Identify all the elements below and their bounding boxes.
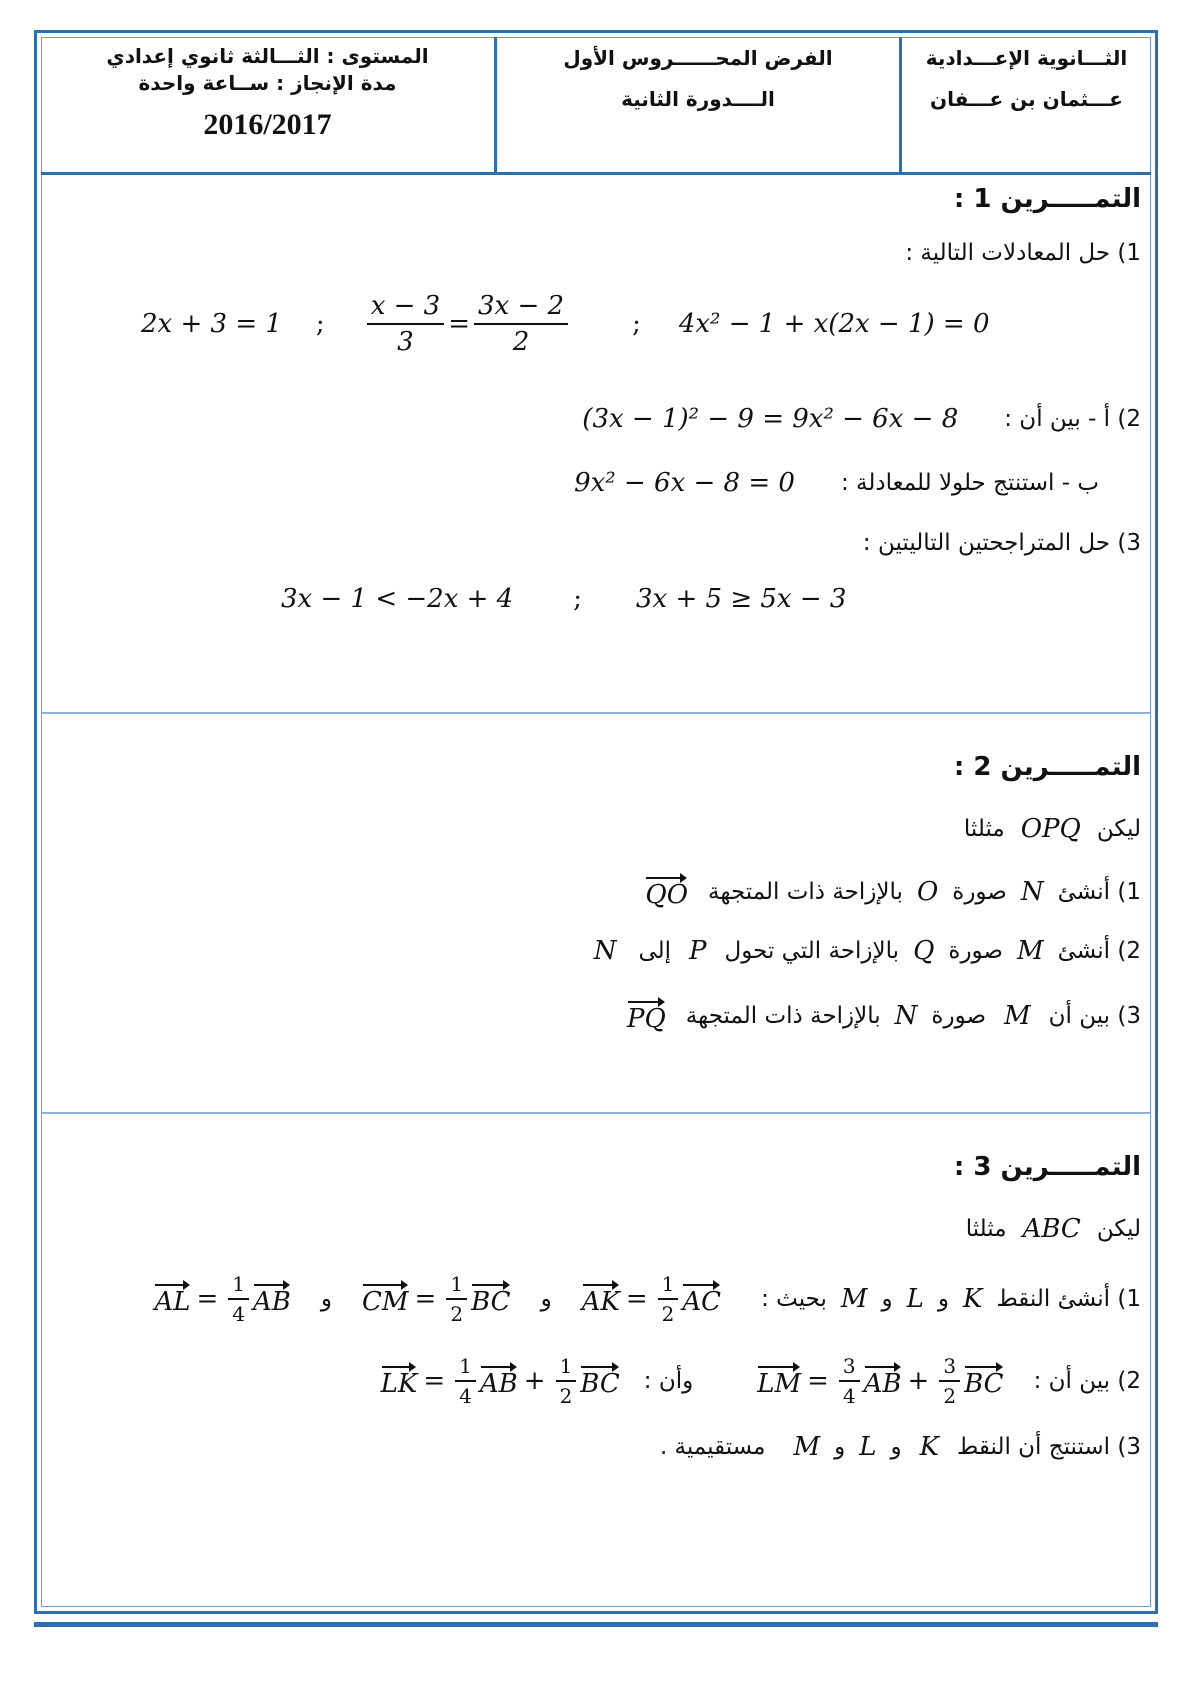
q3-verb: 3) استنتج أن النقط: [957, 1434, 1141, 1460]
point-n: N: [1020, 877, 1044, 907]
ex1-q3: 3) حل المتراجحتين التاليتين :: [862, 530, 1141, 556]
three-halves-den: 2: [943, 1384, 957, 1408]
relation-ak: [582, 1272, 721, 1326]
point-q: Q: [913, 936, 935, 966]
ex3-q2: [381, 1354, 1141, 1408]
and-word: و: [540, 1286, 552, 1312]
separator: ;: [632, 309, 641, 339]
equals: =: [414, 1284, 437, 1314]
half-den: 2: [661, 1302, 675, 1326]
level-cell: [41, 37, 494, 172]
vector-pq: PQ: [627, 998, 666, 1034]
ex1-q2b: [574, 468, 1099, 498]
eq-b-denominator-1: 3: [397, 327, 414, 357]
vector-ak: AK: [582, 1281, 620, 1317]
q2-verb: 2) بين أن :: [1033, 1368, 1141, 1394]
vector-ab: AB: [253, 1281, 291, 1317]
half-num: 1: [556, 1354, 577, 1382]
vector-bc: BC: [580, 1363, 619, 1399]
vector-bc: BC: [964, 1363, 1003, 1399]
separator: ;: [573, 584, 582, 614]
school-type: الثـــانوية الإعـــدادية: [925, 46, 1128, 70]
q2-image: صورة: [948, 938, 1003, 964]
separator: ;: [315, 309, 325, 339]
ex2-q2: [594, 936, 1141, 966]
q3-verb: 3) بين أن: [1048, 1003, 1141, 1029]
equation-a: 2x + 3 = 1: [141, 309, 282, 339]
school-name: عـــثمان بن عـــفان: [930, 87, 1123, 111]
vector-ac: AC: [682, 1281, 721, 1317]
ex1-inequalities: [281, 584, 846, 614]
exercise-2: [41, 712, 1151, 1112]
eq-b-numerator-1: x − 3: [367, 291, 445, 325]
inequality-b: 3x + 5 ≥ 5x − 3: [636, 584, 847, 614]
point-m: M: [1004, 1001, 1031, 1031]
vector-bc: BC: [471, 1281, 510, 1317]
q1-such-that: بحيث :: [761, 1286, 827, 1312]
vector-ab: AB: [480, 1363, 518, 1399]
plus: +: [523, 1366, 546, 1396]
page-frame: [34, 30, 1158, 1614]
half-num: 1: [446, 1272, 467, 1300]
vector-cm: CM: [362, 1281, 409, 1317]
q2-verb: 2) أنشئ: [1057, 938, 1141, 964]
q1-verb: 1) أنشئ: [1057, 879, 1141, 905]
inequality-a: 3x − 1 < −2x + 4: [281, 584, 514, 614]
q3-collinear: مستقيمية .: [659, 1434, 766, 1460]
vector-lm: LM: [757, 1363, 801, 1399]
equals: =: [423, 1366, 446, 1396]
intro-end: مثلثا: [963, 816, 1005, 842]
eq-b-denominator-2: 2: [512, 327, 530, 357]
bottom-rule: [34, 1622, 1158, 1627]
three-halves-num: 3: [939, 1354, 960, 1382]
point-n: N: [593, 936, 617, 966]
equals: =: [625, 1284, 648, 1314]
q2a-label: 2) أ - بين أن :: [1004, 406, 1141, 432]
exam-header: [41, 37, 1151, 175]
q2b-equation: 9x² − 6x − 8 = 0: [574, 468, 795, 498]
point-l: L: [859, 1432, 877, 1462]
ex2-intro: [964, 814, 1141, 844]
ex1-equations: [141, 284, 1101, 364]
exercise-3-title: التمـــــرين 3 :: [953, 1152, 1141, 1182]
and-word: و: [890, 1434, 902, 1460]
intro-word: ليكن: [1096, 1216, 1141, 1242]
ex2-q3: [627, 998, 1141, 1034]
triangle-opq: OPQ: [1020, 814, 1081, 844]
three-quarters-den: 4: [842, 1384, 856, 1408]
ex3-q1: [154, 1272, 1141, 1326]
ex3-q3: [660, 1432, 1141, 1462]
and-word: و: [881, 1286, 893, 1312]
vector-al: AL: [154, 1281, 190, 1317]
half-den: 2: [450, 1302, 464, 1326]
point-m: M: [793, 1432, 821, 1462]
relation-lk: [381, 1354, 620, 1408]
q1-image: صورة: [952, 879, 1007, 905]
q1-verb: 1) أنشئ النقط: [996, 1286, 1141, 1312]
and-word: و: [834, 1434, 846, 1460]
point-l: L: [906, 1284, 924, 1314]
ex1-q1: 1) حل المعادلات التالية :: [905, 240, 1141, 266]
equation-c: 4x² − 1 + x(2x − 1) = 0: [678, 309, 990, 339]
plus: +: [907, 1366, 930, 1396]
duration: مدة الإنجاز : ســاعة واحدة: [138, 71, 397, 95]
equals: =: [196, 1284, 219, 1314]
quarter-den: 4: [232, 1302, 246, 1326]
three-quarters-num: 3: [839, 1354, 860, 1382]
vector-lk: LK: [381, 1363, 418, 1399]
q2-translation: بالإزاحة التي تحول: [724, 938, 900, 964]
half-den: 2: [559, 1384, 573, 1408]
level: المستوى : الثـــالثة ثانوي إعدادي: [106, 44, 429, 68]
point-p: P: [689, 936, 707, 966]
eq-b-numerator-2: 3x − 2: [474, 291, 568, 325]
intro-word: ليكن: [1096, 816, 1141, 842]
triangle-abc: ABC: [1022, 1214, 1081, 1244]
q1-translation: بالإزاحة ذات المتجهة: [708, 879, 903, 905]
school-year: 2016/2017: [203, 108, 332, 141]
q2-to: إلى: [638, 938, 672, 964]
point-n: N: [894, 1001, 918, 1031]
eq-b-equals: =: [448, 309, 471, 339]
quarter-num: 1: [455, 1354, 476, 1382]
q2-and-that: وأن :: [643, 1368, 694, 1394]
exam-cell: [494, 37, 899, 172]
quarter-den: 4: [459, 1384, 472, 1408]
relation-cm: [362, 1272, 511, 1326]
relation-al: [154, 1272, 290, 1326]
and-word: و: [937, 1286, 950, 1312]
point-o: O: [916, 877, 939, 907]
exercise-3: [41, 1112, 1151, 1612]
equation-b: [363, 291, 572, 357]
school-cell: [899, 37, 1151, 172]
q3-image: صورة: [931, 1003, 986, 1029]
quarter-num: 1: [228, 1272, 249, 1300]
equals: =: [807, 1366, 829, 1396]
point-m: M: [840, 1284, 868, 1314]
point-m: M: [1016, 936, 1044, 966]
exercise-2-title: التمـــــرين 2 :: [953, 752, 1141, 782]
exam-session: الــــدورة الثانية: [621, 87, 775, 111]
point-k: K: [919, 1432, 940, 1462]
exercise-1: [41, 172, 1151, 712]
q2a-identity: (3x − 1)² − 9 = 9x² − 6x − 8: [582, 404, 959, 434]
half-num: 1: [658, 1272, 679, 1300]
ex3-intro: [966, 1214, 1141, 1244]
vector-qo: QO: [645, 874, 688, 910]
ex2-q1: [645, 874, 1141, 910]
and-word: و: [320, 1286, 333, 1312]
exam-title: الفرض المحــــــروس الأول: [563, 46, 833, 70]
exercise-1-title: التمـــــرين 1 :: [953, 184, 1141, 214]
relation-lm: [757, 1354, 1003, 1408]
q3-translation: بالإزاحة ذات المتجهة: [685, 1003, 881, 1029]
point-k: K: [963, 1284, 983, 1314]
vector-ab: AB: [864, 1363, 902, 1399]
q2b-label: ب - استنتج حلولا للمعادلة :: [840, 470, 1099, 496]
ex1-q2a: [582, 404, 1141, 434]
intro-end: مثلثا: [965, 1216, 1007, 1242]
